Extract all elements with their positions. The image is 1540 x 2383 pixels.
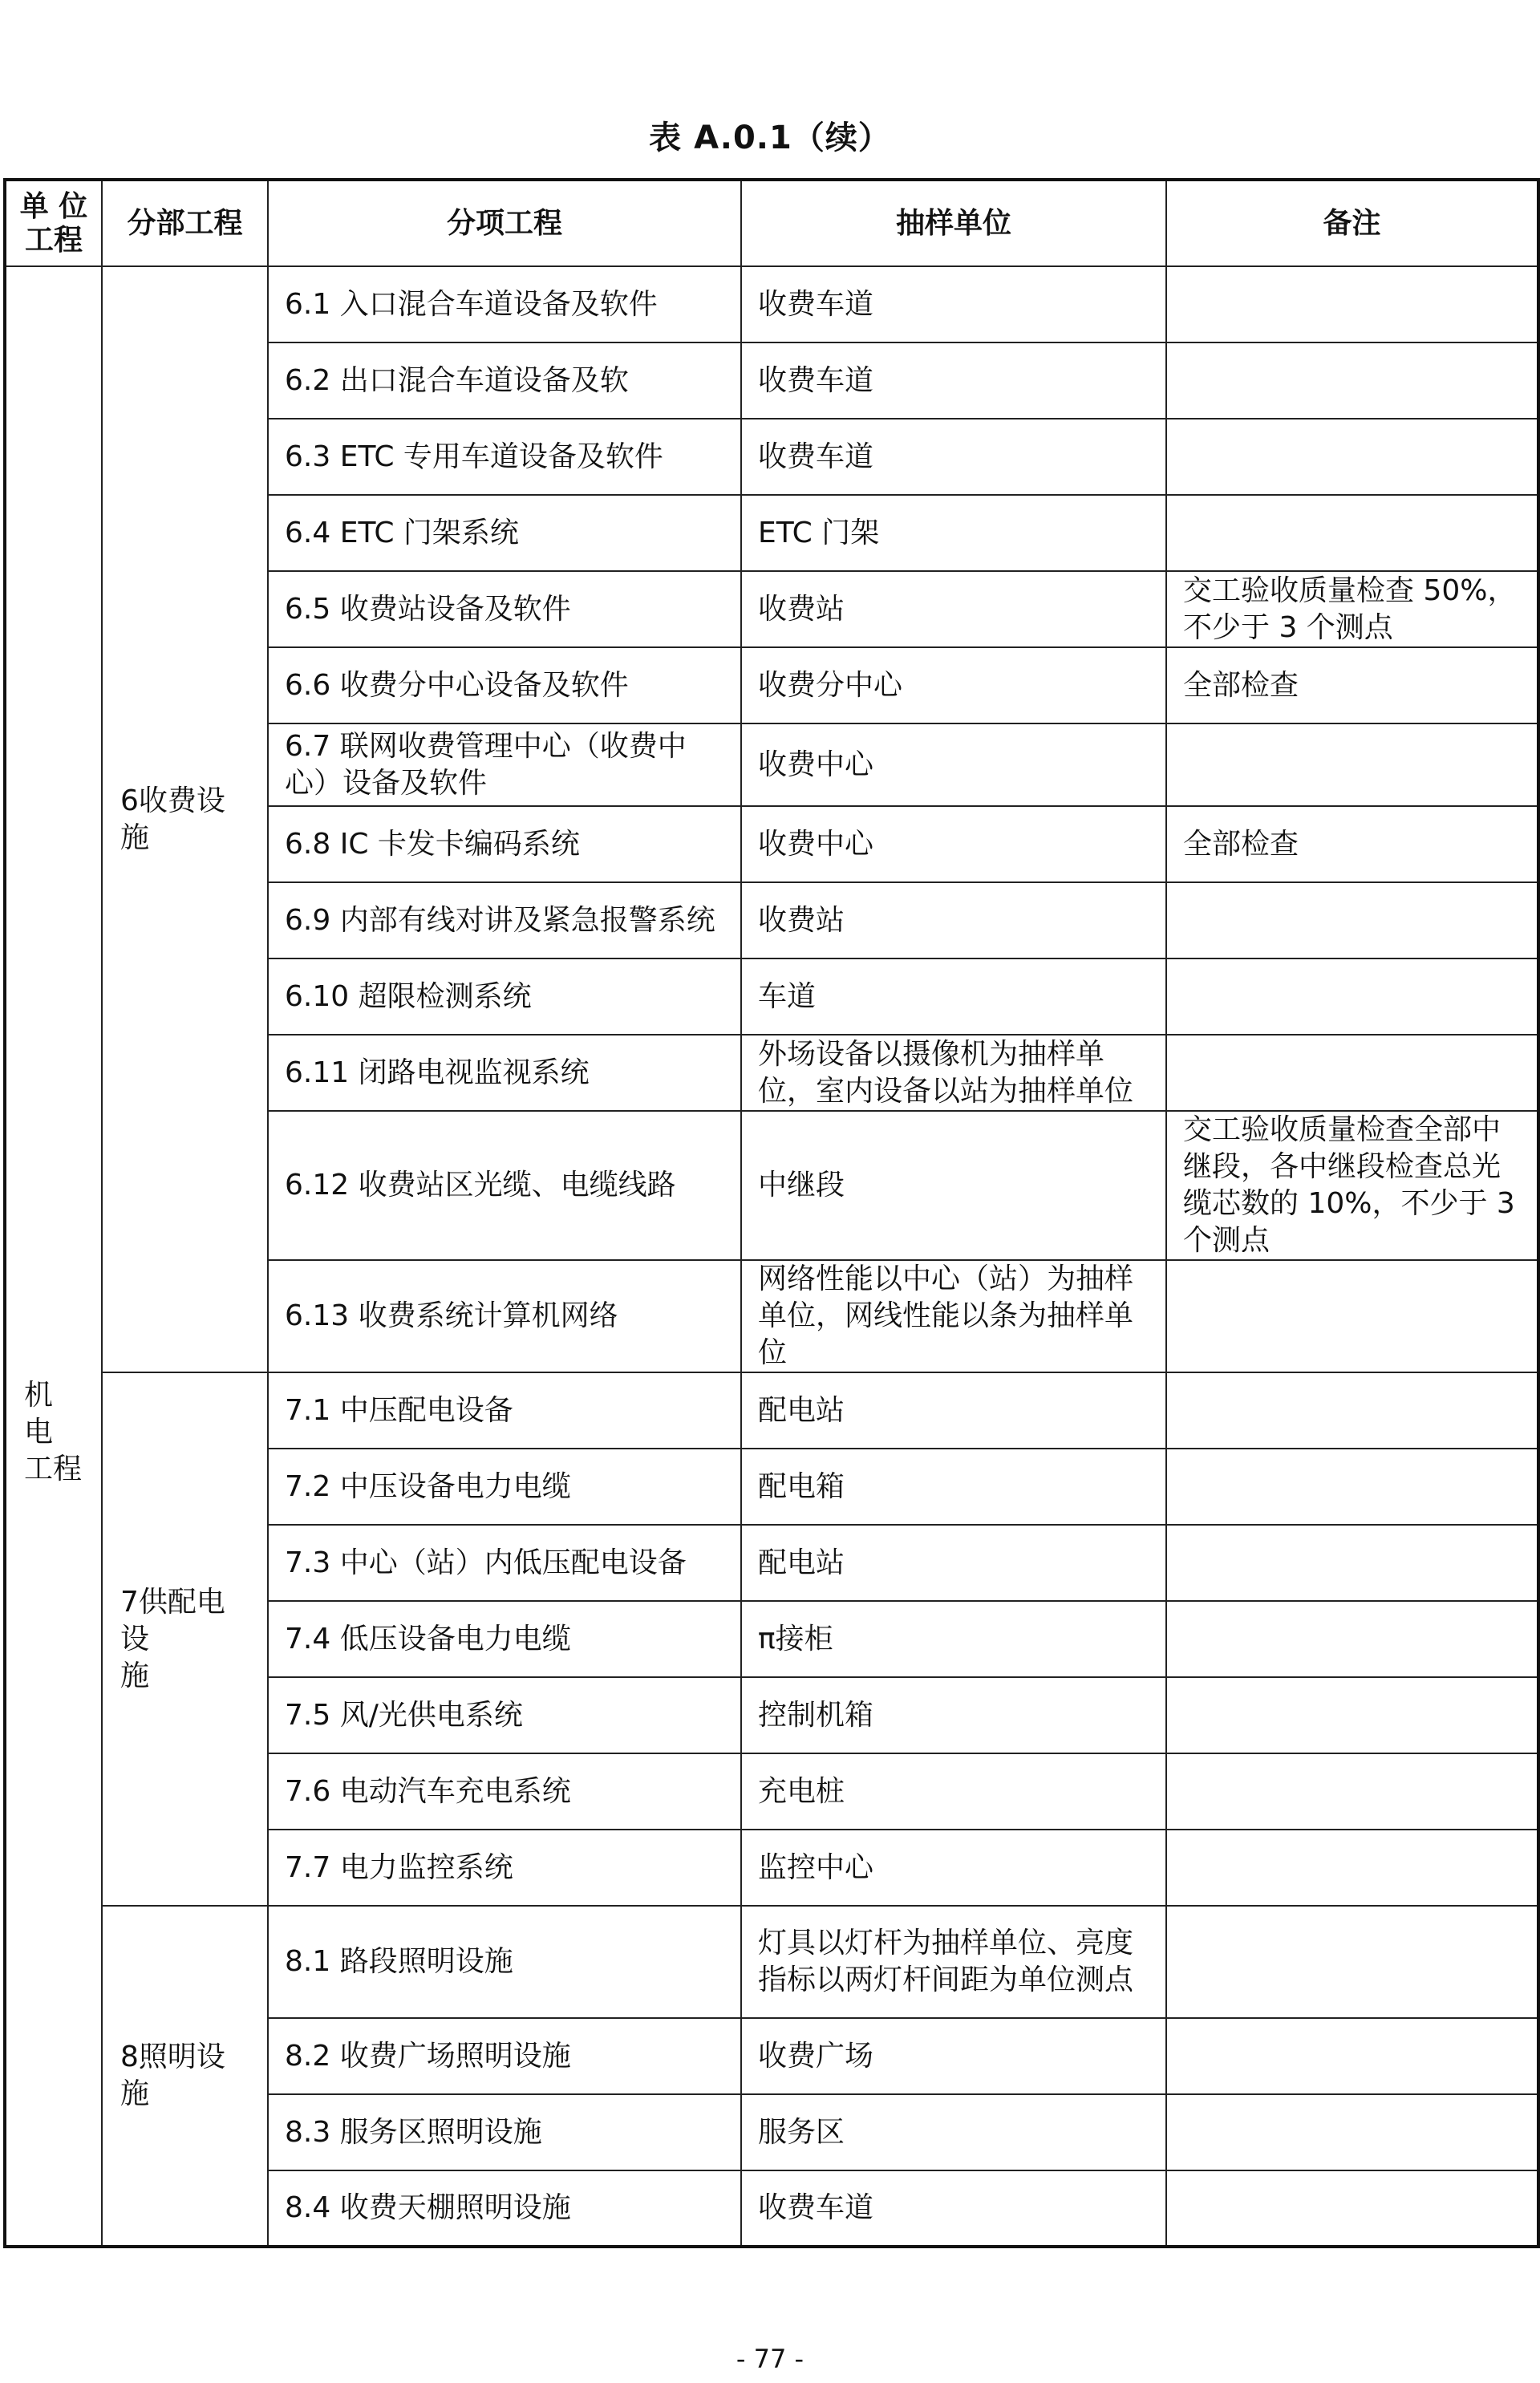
sampling-cell: 控制机箱 (741, 1677, 1166, 1753)
header-sampling: 抽样单位 (741, 180, 1166, 266)
sampling-cell: 收费站 (741, 571, 1166, 647)
item-cell: 6.4 ETC 门架系统 (268, 495, 741, 571)
remark-cell (1166, 1601, 1538, 1677)
remark-cell (1166, 1677, 1538, 1753)
sampling-cell: 收费广场 (741, 2018, 1166, 2094)
sampling-cell: 收费车道 (741, 266, 1166, 342)
header-remark: 备注 (1166, 180, 1538, 266)
remark-cell (1166, 1525, 1538, 1601)
sampling-cell: 网络性能以中心（站）为抽样单位，网线性能以条为抽样单位 (741, 1260, 1166, 1372)
remark-cell: 全部检查 (1166, 647, 1538, 723)
division-cell-8: 8照明设施 (102, 1906, 268, 2247)
table-row (5, 1906, 1538, 2018)
header-row (5, 180, 1538, 266)
item-cell: 6.12 收费站区光缆、电缆线路 (268, 1111, 741, 1260)
remark-cell: 交工验收质量检查 50%，不少于 3 个测点 (1166, 571, 1538, 647)
remark-cell (1166, 1372, 1538, 1449)
sampling-cell: 车道 (741, 958, 1166, 1035)
remark-cell (1166, 2094, 1538, 2170)
sampling-cell: 收费分中心 (741, 647, 1166, 723)
sampling-cell: 充电桩 (741, 1753, 1166, 1830)
remark-cell (1166, 1830, 1538, 1906)
item-cell: 6.8 IC 卡发卡编码系统 (268, 806, 741, 882)
remark-cell (1166, 723, 1538, 806)
page-number: - 77 - (736, 2344, 804, 2374)
unit-cell: 机 电 工程 (5, 266, 102, 2247)
remark-cell (1166, 419, 1538, 495)
sampling-cell: 收费车道 (741, 419, 1166, 495)
item-cell: 6.11 闭路电视监视系统 (268, 1035, 741, 1111)
item-cell: 6.10 超限检测系统 (268, 958, 741, 1035)
sampling-cell: 收费中心 (741, 806, 1166, 882)
item-cell: 6.2 出口混合车道设备及软 (268, 342, 741, 419)
item-cell: 6.7 联网收费管理中心（收费中心）设备及软件 (268, 723, 741, 806)
table-row (5, 1372, 1538, 1449)
remark-cell (1166, 1449, 1538, 1525)
sampling-cell: 服务区 (741, 2094, 1166, 2170)
item-cell: 8.2 收费广场照明设施 (268, 2018, 741, 2094)
item-cell: 6.3 ETC 专用车道设备及软件 (268, 419, 741, 495)
table-body (5, 266, 1538, 2247)
item-cell: 6.5 收费站设备及软件 (268, 571, 741, 647)
remark-cell: 交工验收质量检查全部中继段，各中继段检查总光缆芯数的 10%，不少于 3 个测点 (1166, 1111, 1538, 1260)
remark-cell (1166, 2018, 1538, 2094)
sampling-table (3, 178, 1540, 2248)
item-cell: 7.6 电动汽车充电系统 (268, 1753, 741, 1830)
remark-cell (1166, 342, 1538, 419)
division-cell-6: 6收费设施 (102, 266, 268, 1372)
sampling-cell: 灯具以灯杆为抽样单位、亮度指标以两灯杆间距为单位测点 (741, 1906, 1166, 2018)
sampling-cell: 收费站 (741, 882, 1166, 958)
remark-cell (1166, 882, 1538, 958)
remark-cell (1166, 2170, 1538, 2247)
item-cell: 7.4 低压设备电力电缆 (268, 1601, 741, 1677)
sampling-cell: 收费车道 (741, 2170, 1166, 2247)
table-title: 表 A.0.1（续） (649, 120, 891, 156)
item-cell: 8.4 收费天棚照明设施 (268, 2170, 741, 2247)
item-cell: 6.13 收费系统计算机网络 (268, 1260, 741, 1372)
header-division: 分部工程 (102, 180, 268, 266)
sampling-cell: 收费中心 (741, 723, 1166, 806)
division-cell-7: 7供配电设 施 (102, 1372, 268, 1906)
item-cell: 6.9 内部有线对讲及紧急报警系统 (268, 882, 741, 958)
sampling-cell: 配电箱 (741, 1449, 1166, 1525)
sampling-cell: ETC 门架 (741, 495, 1166, 571)
sampling-cell: 监控中心 (741, 1830, 1166, 1906)
remark-cell (1166, 1260, 1538, 1372)
table-row (5, 266, 1538, 342)
item-cell: 7.5 风/光供电系统 (268, 1677, 741, 1753)
header-item: 分项工程 (268, 180, 741, 266)
header-unit: 单 位 工程 (5, 180, 102, 266)
item-cell: 7.3 中心（站）内低压配电设备 (268, 1525, 741, 1601)
sampling-cell: 配电站 (741, 1525, 1166, 1601)
remark-cell (1166, 266, 1538, 342)
item-cell: 6.1 入口混合车道设备及软件 (268, 266, 741, 342)
item-cell: 6.6 收费分中心设备及软件 (268, 647, 741, 723)
sampling-cell: π接柜 (741, 1601, 1166, 1677)
remark-cell: 全部检查 (1166, 806, 1538, 882)
item-cell: 8.1 路段照明设施 (268, 1906, 741, 2018)
item-cell: 8.3 服务区照明设施 (268, 2094, 741, 2170)
remark-cell (1166, 1753, 1538, 1830)
remark-cell (1166, 1035, 1538, 1111)
remark-cell (1166, 495, 1538, 571)
sampling-cell: 配电站 (741, 1372, 1166, 1449)
item-cell: 7.7 电力监控系统 (268, 1830, 741, 1906)
remark-cell (1166, 958, 1538, 1035)
item-cell: 7.2 中压设备电力电缆 (268, 1449, 741, 1525)
sampling-cell: 收费车道 (741, 342, 1166, 419)
item-cell: 7.1 中压配电设备 (268, 1372, 741, 1449)
sampling-cell: 中继段 (741, 1111, 1166, 1260)
remark-cell (1166, 1906, 1538, 2018)
sampling-cell: 外场设备以摄像机为抽样单位，室内设备以站为抽样单位 (741, 1035, 1166, 1111)
